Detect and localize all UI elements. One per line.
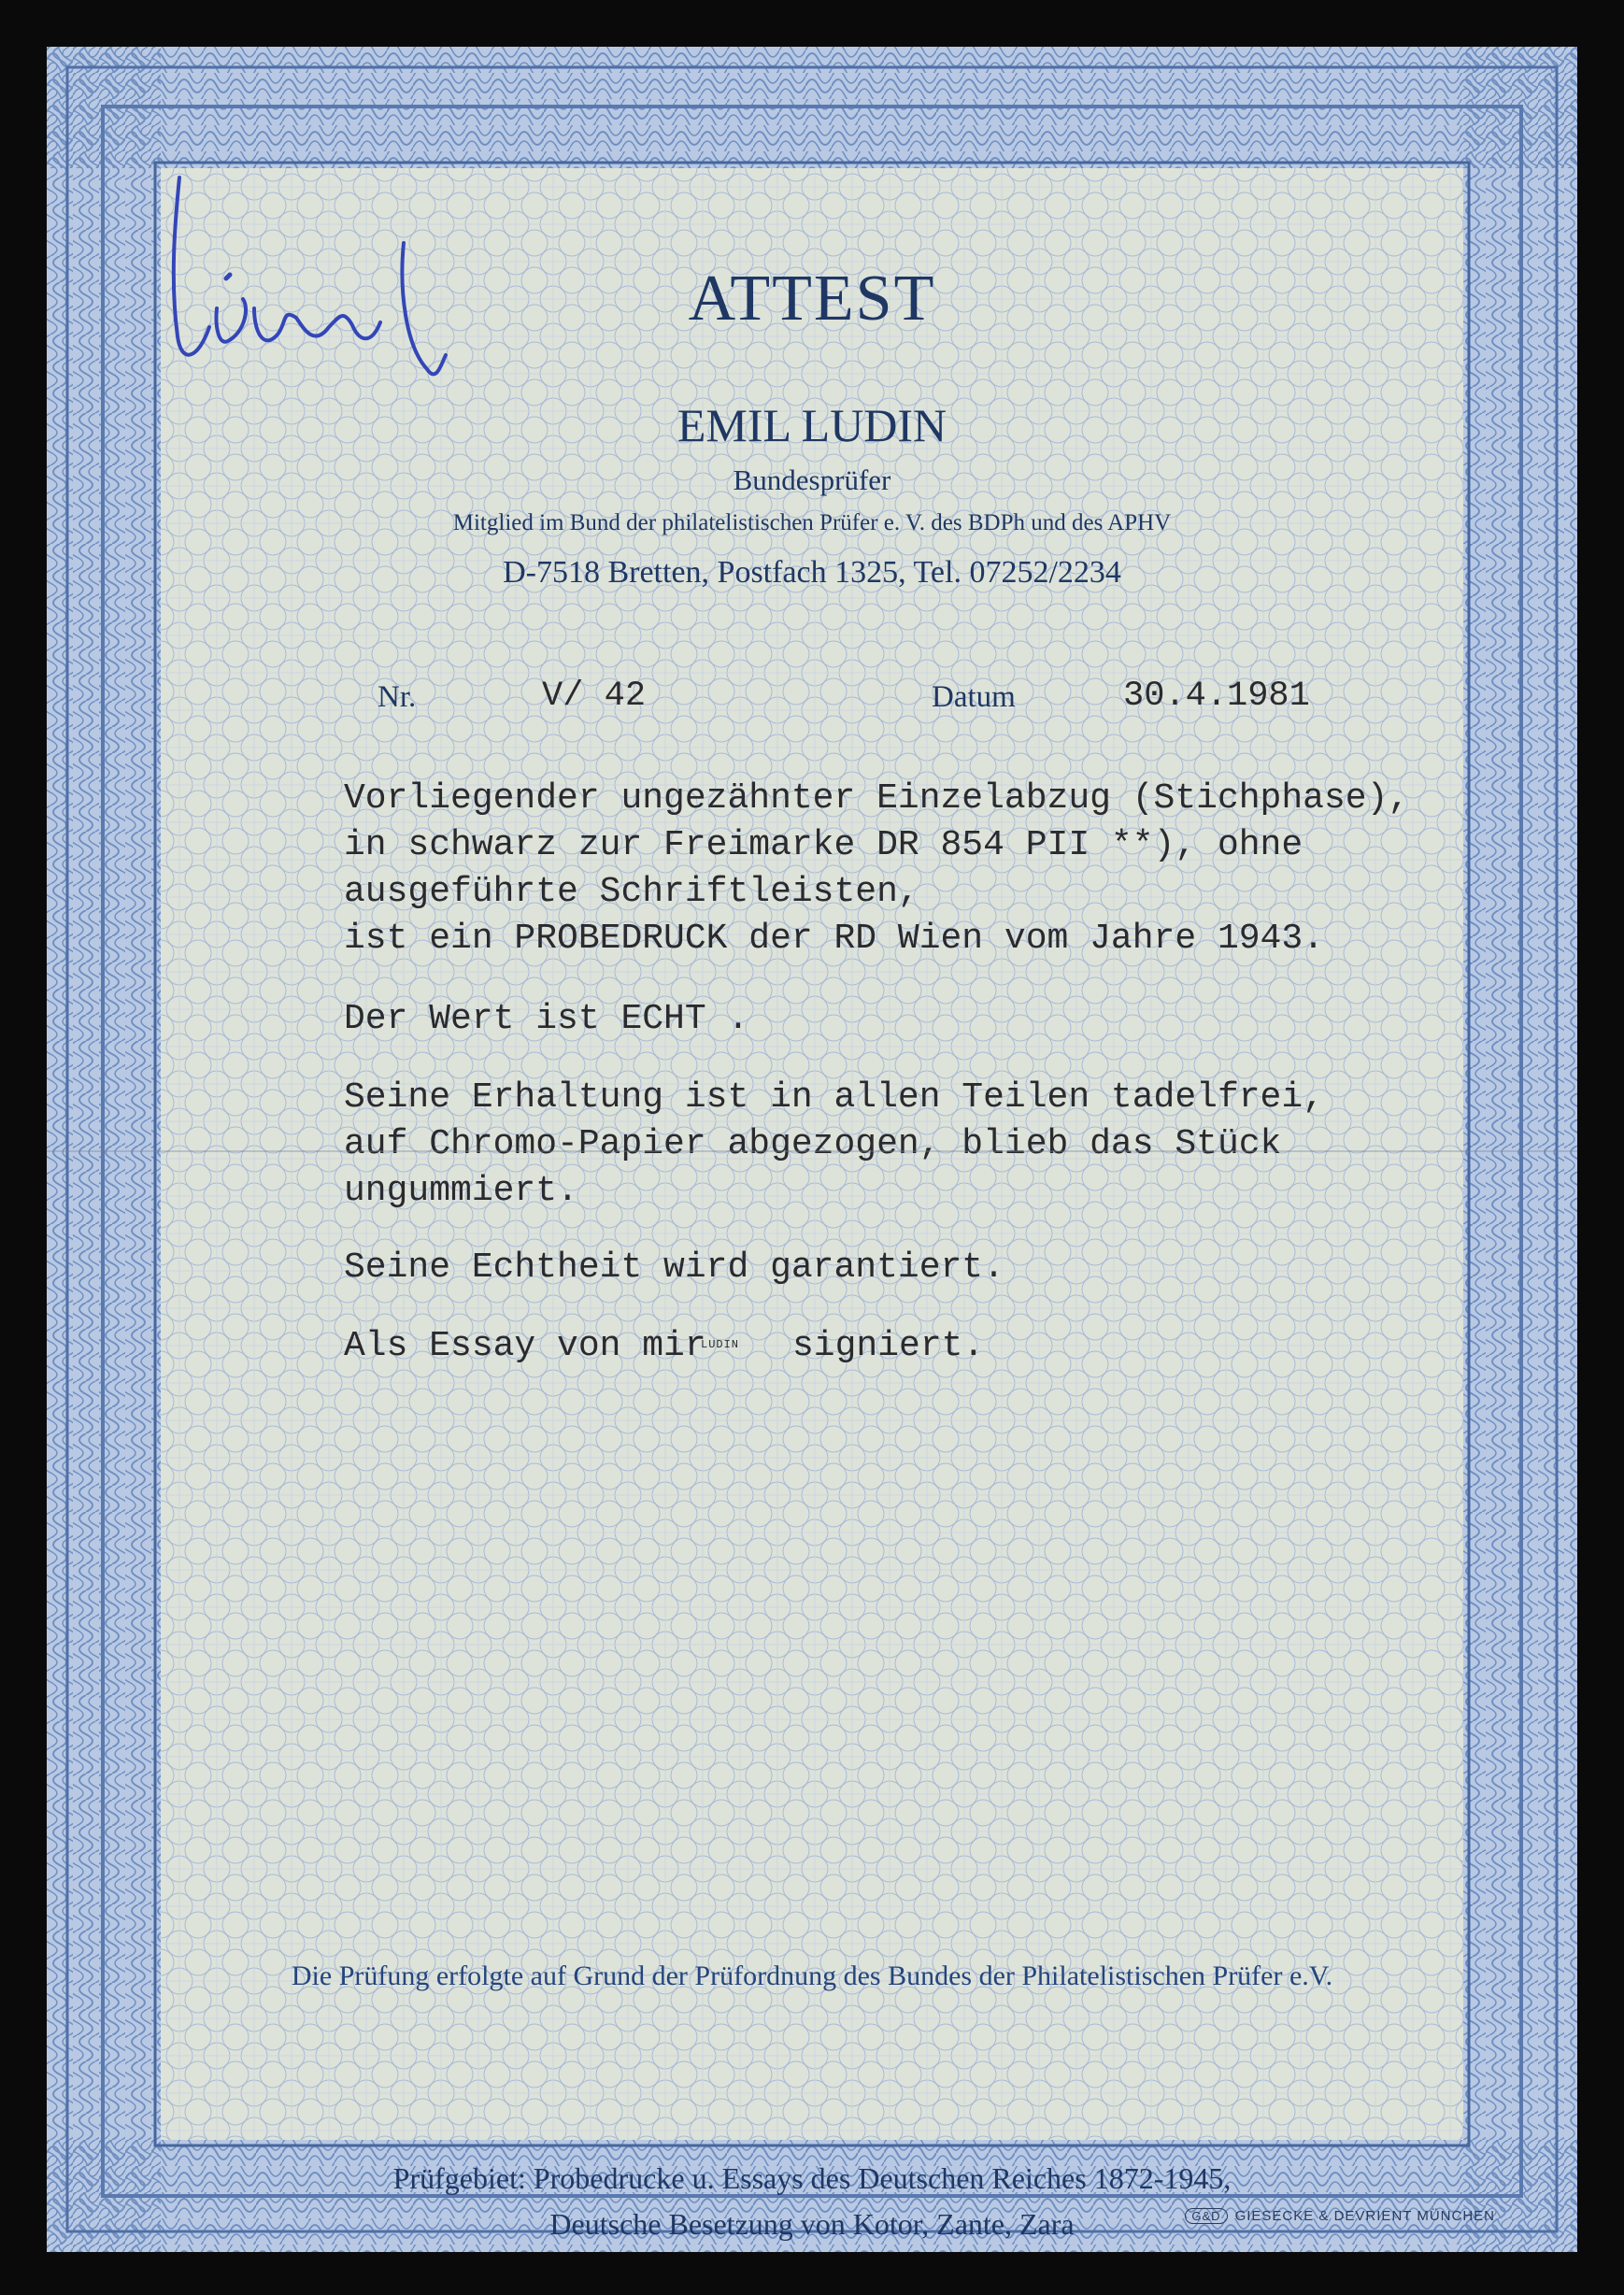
number-value: V/ 42 xyxy=(542,677,647,716)
printer-imprint xyxy=(1185,2208,1495,2224)
membership-line: Mitglied im Bund der philatelistischen Prüfer e. V. des BDPh und des APHV xyxy=(452,510,1172,535)
body-line: Der Wert ist ECHT . xyxy=(344,999,749,1039)
footer-scope: Prüfgebiet: Probedrucke u. Essays des Deutschen Reiches 1872-1945, xyxy=(392,2161,1232,2195)
body-line: signiert. xyxy=(792,1326,985,1366)
fold-line xyxy=(47,1150,1577,1152)
body-line: Als Essay von mir xyxy=(344,1326,706,1366)
body-line: ungummiert. xyxy=(344,1171,578,1211)
examiner-role: Bundesprüfer xyxy=(733,463,891,496)
printer-name: GIESECKE & DEVRIENT MÜNCHEN xyxy=(1234,2208,1495,2224)
address-line: D-7518 Bretten, Postfach 1325, Tel. 07252/2234 xyxy=(503,555,1121,590)
printer-logo: G&D xyxy=(1185,2208,1227,2224)
body-line: Vorliegender ungezähnter Einzelabzug (Stichphase), xyxy=(344,778,1410,819)
body-line: Seine Erhaltung ist in allen Teilen tadelfrei, xyxy=(344,1077,1324,1118)
body-line: in schwarz zur Freimarke DR 854 PII **), ohne xyxy=(344,825,1303,865)
examiner-name: EMIL LUDIN xyxy=(677,399,947,451)
date-label: Datum xyxy=(932,680,1016,714)
body-line: ausgeführte Schriftleisten, xyxy=(344,872,919,912)
document-title: ATTEST xyxy=(688,263,936,335)
footer-rules: Die Prüfung erfolgte auf Grund der Prüfordnung des Bundes der Philatelistischen Prüfer e.V. xyxy=(291,1960,1333,1991)
number-label: Nr. xyxy=(378,680,417,714)
footer-scope-2: Deutsche Besetzung von Kotor, Zante, Zara xyxy=(549,2207,1075,2241)
body-line: ist ein PROBEDRUCK der RD Wien vom Jahre 1943. xyxy=(344,919,1324,959)
body-line: auf Chromo-Papier abgezogen, blieb das Stück xyxy=(344,1124,1282,1164)
ludin-stamp: LUDIN xyxy=(701,1338,740,1351)
signature xyxy=(161,168,534,411)
date-value: 30.4.1981 xyxy=(1123,677,1310,716)
certificate-sheet xyxy=(47,47,1577,2252)
body-line: Seine Echtheit wird garantiert. xyxy=(344,1247,1004,1288)
